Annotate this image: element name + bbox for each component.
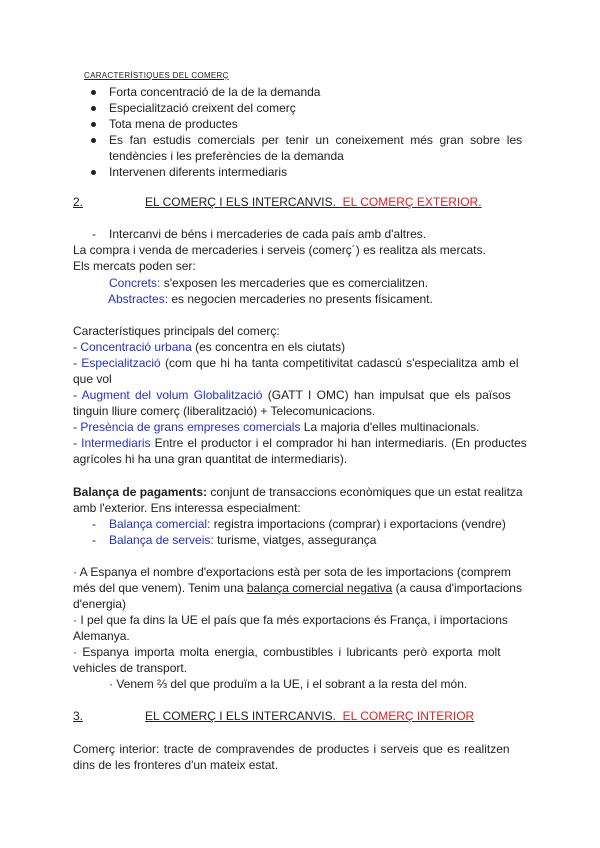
note-text: (a causa d'importacions — [392, 581, 522, 595]
section-2-subtitle: EL COMERÇ EXTERIOR. — [342, 195, 482, 209]
bullet-dot — [91, 138, 96, 143]
principal-text: La majoria d'elles multinacionals. — [300, 420, 480, 434]
principal-item-continuation: agrícoles hi ha una gran quantitat de intermediaris). — [73, 452, 348, 466]
principal-item-continuation: tinguin lliure comerç (liberalització) + Telecomunicacions. — [73, 404, 376, 418]
paragraph: Els mercats poden ser: — [73, 259, 196, 273]
principal-item: - Concentració urbana (es concentra en els ciutats) — [73, 340, 346, 354]
section-2-number: 2. — [73, 195, 84, 209]
note-line: vehicles de transport. — [73, 661, 188, 675]
paragraph: dins de les fronteres d'un mateix estat. — [73, 758, 279, 772]
market-abstractes — [108, 291, 527, 307]
note-line: d'energia) — [73, 597, 126, 611]
note-line: · I pel que fa dins la UE el país que fa més exportacions és França, i importacions — [73, 613, 508, 627]
note-line: Alemanya. — [73, 629, 130, 643]
dash-marker: - — [92, 227, 96, 241]
concrets-text: s'exposen les mercaderies que es comercialitzen. — [160, 276, 429, 290]
principals-title: Característiques principals del comerç: — [73, 324, 280, 338]
principal-item: - Intermediaris Entre el productor i el comprador hi han intermediaris. (En productes — [73, 436, 527, 450]
principal-item: - Augment del volum Globalització (GATT I OMC) han impulsat que els països — [73, 388, 511, 402]
bullet-item: Tota mena de productes — [109, 117, 238, 131]
balanca-item-label: Balança de serveis: — [109, 533, 214, 547]
balanca-continuation: amb l'exterior. Ens interessa especialment: — [73, 501, 301, 515]
principal-item: - Presència de grans empreses comercials La majoria d'elles multinacionals. — [73, 420, 480, 434]
note-line: · Venem ⅔ del que produïm a la UE, i el sobrant a la resta del món. — [109, 677, 468, 691]
principal-text: (GATT I OMC) han impulsat que els països — [262, 388, 511, 402]
section-3-title: EL COMERÇ I ELS INTERCANVIS. — [145, 709, 336, 723]
principal-label: Especialització — [81, 356, 161, 370]
section-2-heading — [73, 194, 527, 210]
bullet-item: Es fan estudis comercials per tenir un coneixement més gran sobre les — [109, 133, 523, 147]
abstractes-label: Abstractes: — [108, 292, 169, 306]
balanca-item — [109, 532, 527, 548]
bullet-dot — [91, 170, 96, 175]
section-2-title: EL COMERÇ I ELS INTERCANVIS. — [145, 195, 336, 209]
note-underlined: balança comercial negativa — [246, 581, 393, 595]
balanca-item-text: turisme, viatges, assegurança — [213, 533, 377, 547]
balanca-text: conjunt de transaccions econòmiques que un estat realitza — [207, 485, 523, 499]
principal-label: Presència de grans empreses comercials — [80, 420, 301, 434]
note-line — [73, 580, 527, 596]
dash-item: Intercanvi de béns i mercaderies de cada país amb d'altres. — [109, 227, 427, 241]
principal-label: Concentració urbana — [80, 340, 192, 354]
bullet-item: Forta concentració de la de la demanda — [109, 85, 321, 99]
principal-text: (es concentra en els ciutats) — [191, 340, 346, 354]
section-3-subtitle: EL COMERÇ INTERIOR — [342, 709, 475, 723]
principal-text: Entre el productor i el comprador hi han intermediaris. (En productes — [150, 436, 527, 450]
principal-label: Augment del volum Globalització — [81, 388, 263, 402]
note-text: més del que venem). Tenim una — [73, 581, 247, 595]
balanca-item-text: registra importacions (comprar) i exportacions (vendre) — [210, 517, 506, 531]
principal-text: (com que hi ha tanta competitivitat cadascú s'especialitza amb el — [160, 356, 519, 370]
balanca-item — [109, 516, 527, 532]
balanca-item-label: Balança comercial: — [109, 517, 211, 531]
concrets-label: Concrets: — [109, 276, 161, 290]
bullet-item: Especialització creixent del comerç — [109, 101, 296, 115]
section-3-number: 3. — [73, 709, 84, 723]
bullet-dot — [91, 106, 96, 111]
dash-marker: - — [92, 533, 96, 547]
balanca-label: Balança de pagaments: — [73, 485, 208, 499]
abstractes-text: es negocien mercaderies no presents físicament. — [168, 292, 433, 306]
principal-item-continuation: que vol — [73, 372, 112, 386]
section-3-heading — [73, 708, 527, 724]
principal-label: Intermediaris — [81, 436, 151, 450]
characteristics-heading: CARACTERÍSTIQUES DEL COMERÇ — [84, 71, 229, 80]
bullet-item: Intervenen diferents intermediaris — [109, 165, 288, 179]
bullet-dot — [91, 122, 96, 127]
market-concrets — [109, 275, 527, 291]
note-line: · Espanya importa molta energia, combustibles i lubricants però exporta molt — [73, 645, 501, 659]
dash-marker: - — [92, 517, 96, 531]
bullet-dot — [91, 90, 96, 95]
bullet-item-continuation: tendències i les preferències de la demanda — [109, 149, 344, 163]
principal-item: - Especialització (com que hi ha tanta competitivitat cadascú s'especialitza amb el — [73, 356, 519, 370]
paragraph: Comerç interior: tracte de compravendes de productes i serveis que es realitzen — [73, 742, 510, 756]
balanca-definition — [73, 484, 527, 500]
paragraph: La compra i venda de mercaderies i serveis (comerç´) es realitza als mercats. — [73, 243, 486, 257]
note-line: · A Espanya el nombre d'exportacions està per sota de les importacions (comprem — [73, 565, 511, 579]
